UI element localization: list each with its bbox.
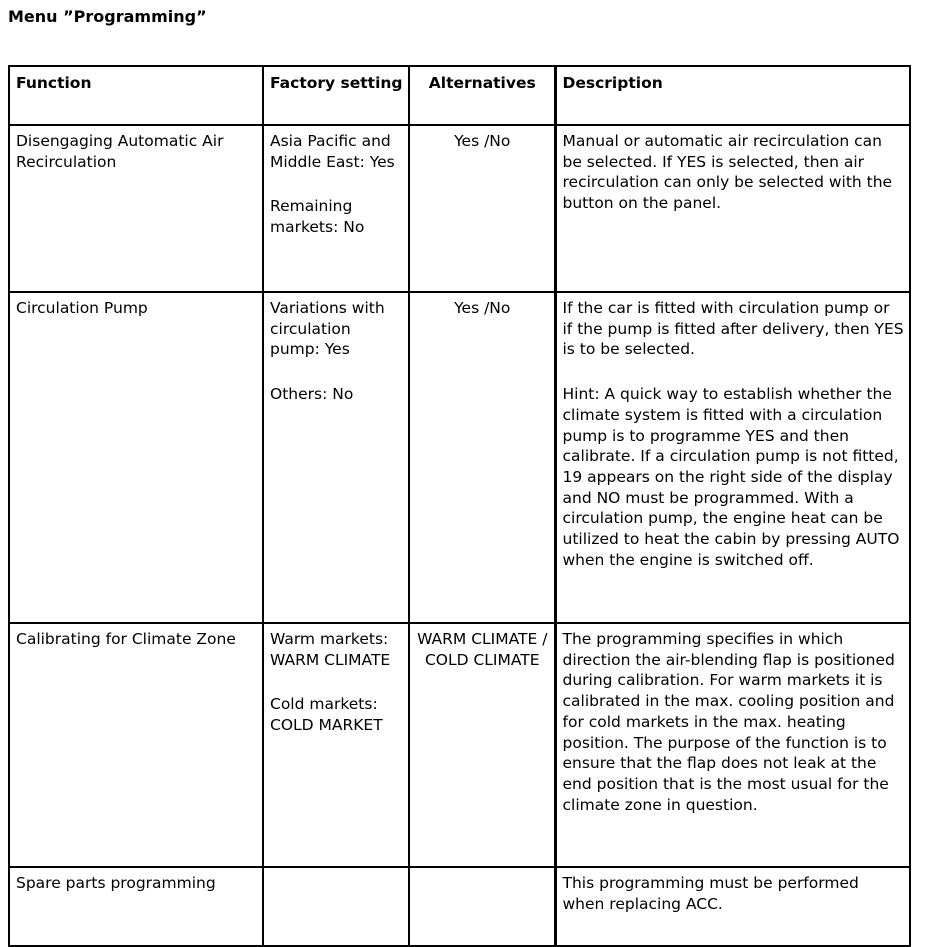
alternatives-cell: Yes /No [409, 125, 555, 292]
description-cell [555, 867, 910, 946]
factory-setting-text: Others: No [270, 385, 354, 404]
header-function: Function [9, 66, 263, 125]
header-description: Description [555, 66, 910, 125]
description-text: If the car is fitted with circulation pump or if the pump is fitted after delivery, then YES is to be selected. [562, 299, 904, 359]
table-row [9, 292, 910, 623]
alternatives-cell: WARM CLIMATE / COLD CLIMATE [409, 623, 555, 867]
header-alternatives: Alternatives [409, 66, 555, 125]
factory-setting-cell [263, 125, 409, 292]
table-row [9, 623, 910, 867]
factory-setting-text: Asia Pacific and Middle East: Yes [270, 132, 395, 171]
factory-setting-text: Variations with circulation pump: Yes [270, 299, 385, 359]
table-row [9, 867, 910, 946]
factory-setting-text: Warm markets: WARM CLIMATE [270, 630, 391, 669]
factory-setting-text: Cold markets: COLD MARKET [270, 695, 383, 735]
description-cell [555, 292, 910, 623]
function-cell: Spare parts programming [9, 867, 263, 946]
factory-setting-cell [263, 292, 409, 623]
description-cell [555, 623, 910, 867]
alternatives-cell [409, 867, 555, 946]
factory-setting-cell [263, 623, 409, 867]
factory-setting-text: Remaining markets: No [270, 197, 365, 237]
factory-setting-cell [263, 867, 409, 946]
description-hint-text: Hint: A quick way to establish whether the climate system is fitted with a circulation pump is to programme YES and then calibrate. If a circulation pump is not fitted, 19 appears on the right side of the display and NO must be programmed. With a circulation pump, the engine heat can be utilized to heat the cabin by pressing AUTO when the engine is switched off. [562, 385, 900, 569]
table-header-row [9, 66, 910, 125]
description-text: The programming specifies in which direction the air-blending flap is positioned during calibration. For warm markets it is calibrated in the max. cooling position and for cold markets in the max. heating position. The purpose of the function is to ensure that the flap does not leak at the end position that is the most usual for the climate zone in question. [562, 630, 895, 814]
table-row [9, 125, 910, 292]
header-factory-setting: Factory setting [263, 66, 409, 125]
function-cell: Circulation Pump [9, 292, 263, 623]
function-cell: Disengaging Automatic Air Recirculation [9, 125, 263, 292]
description-cell [555, 125, 910, 292]
description-text: Manual or automatic air recirculation can be selected. If YES is selected, then air recirculation can only be selected with the button on the panel. [562, 132, 893, 213]
page-title: Menu ”Programming” [8, 7, 207, 26]
programming-table [8, 65, 911, 947]
description-text: This programming must be performed when replacing ACC. [562, 874, 859, 913]
alternatives-cell: Yes /No [409, 292, 555, 623]
function-cell: Calibrating for Climate Zone [9, 623, 263, 867]
